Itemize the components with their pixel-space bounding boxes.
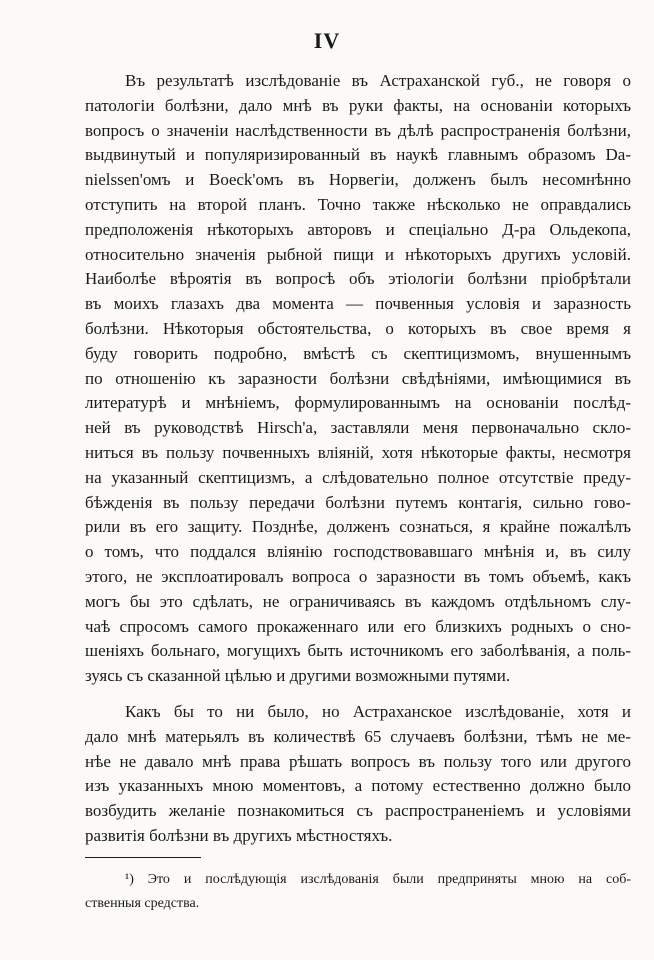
text-line: рили въ его защиту. Позднѣе, долженъ сознаться, я крайне пожалѣлъ (85, 517, 631, 537)
text-line: отступить на второй планъ. Точно также нѣсколько не оправдались (85, 195, 631, 214)
text-line: ней въ руководствѣ Hirsch'а, заставляли меня первоначально скло- (85, 418, 631, 438)
text-line: nielssen'омъ и Boeck'омъ въ Норвегіи, долженъ былъ несомнѣнно (85, 170, 631, 190)
text-line: на указанный скептицизмъ, а слѣдовательно полное отсутствіе преду- (85, 467, 631, 487)
footnote-divider (85, 857, 201, 858)
text-line: развитія болѣзни въ другихъ мѣстностяхъ. (85, 826, 393, 845)
text-line: патологіи болѣзни, дало мнѣ въ руки факты, на основаніи которыхъ (85, 95, 631, 115)
text-line: предположенія нѣкоторыхъ авторовъ и спеціально Д-ра Ольдекопа, (85, 219, 631, 239)
text-line: нѣе не давало мнѣ права рѣшать вопросъ въ пользу того или другого (85, 751, 631, 771)
text-line: выдвинутый и популяризированный въ наукѣ главнымъ образомъ Da- (85, 145, 631, 165)
footnote-line: ¹) Это и послѣдующія изслѣдованія были предприняты мною на соб- (125, 872, 631, 887)
text-line: шеніяхъ больнаго, могущихъ быть источникомъ его заболѣванія, а поль- (85, 641, 631, 661)
text-line: Наиболѣе вѣроятія въ вопросѣ объ этіологіи болѣзни пріобрѣтали (85, 269, 631, 289)
text-line: Въ результатѣ изслѣдованіе въ Астраханской губ., не говоря о (125, 71, 631, 90)
text-line: о томъ, что поддался вліянію господствовавшаго мнѣнія и, въ силу (85, 542, 631, 562)
text-line: вопросъ о значеніи наслѣдственности въ дѣлѣ распространенія болѣзни, (85, 120, 631, 140)
text-line: по отношенію къ заразности болѣзни свѣдѣніями, имѣющимися въ (85, 368, 631, 388)
text-line: дало мнѣ матерьялъ въ количествѣ 65 случаевъ болѣзни, тѣмъ не ме- (85, 726, 631, 746)
text-line: въ моихъ глазахъ два момента — почвенныя условія и заразность (85, 294, 631, 314)
text-line: ниться въ пользу почвенныхъ вліяній, хотя нѣкоторые факты, несмотря (85, 443, 631, 462)
text-line: чаѣ спросомъ самого прокаженнаго или его близкихъ родныхъ о сно- (85, 616, 631, 636)
text-line: буду говорить подробно, вмѣстѣ съ скептицизмомъ, внушеннымъ (85, 343, 631, 363)
text-line: этого, не эксплоатировалъ вопроса о заразности въ томъ объемѣ, какъ (85, 567, 631, 586)
text-line: бѣжденія въ пользу передачи болѣзни путемъ контагія, сильно гово- (85, 492, 631, 512)
text-line: могъ бы это сдѣлать, не ограничиваясь въ каждомъ отдѣльномъ слу- (85, 591, 631, 611)
text-line: болѣзни. Нѣкоторыя обстоятельства, о которыхъ въ свое время я (85, 319, 631, 338)
text-line: возбудить желаніе познакомиться съ распространеніемъ и условіями (85, 801, 631, 821)
text-line: зуясь съ сказанной цѣлью и другими возможными путями. (85, 666, 511, 686)
text-line: изъ указанныхъ мною моментовъ, а потому естественно должно было (85, 776, 631, 796)
page-number: IV (313, 28, 341, 53)
text-line: Какъ бы то ни было, но Астраханское изслѣдованіе, хотя и (125, 702, 631, 721)
text-line: литературѣ и мнѣніемъ, формулированнымъ на основаніи послѣд- (85, 393, 631, 413)
footnote-line: ственныя средства. (85, 896, 200, 911)
text-line: относительно значенія рыбной пищи и нѣкоторыхъ другихъ условій. (85, 244, 631, 264)
